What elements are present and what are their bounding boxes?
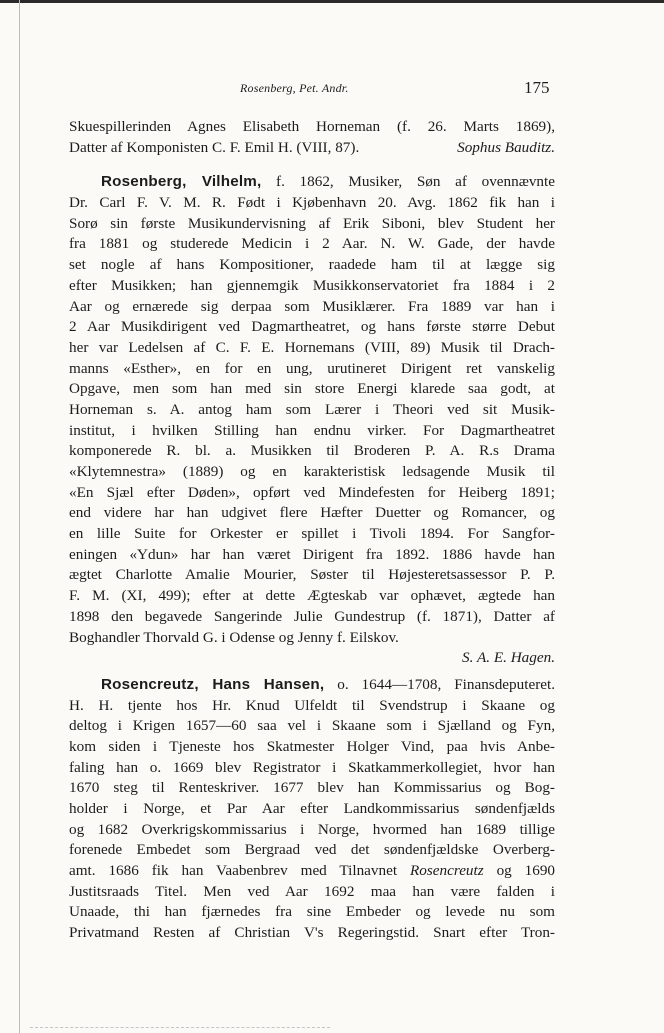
bottom-dashed-rule <box>30 1027 330 1028</box>
text-line <box>69 138 555 159</box>
text-line: faling han o. 1669 blev Registrator i Skatkammerkollegiet, hvor han <box>69 758 555 776</box>
article-tail <box>69 117 555 158</box>
text-line: eningen «Ydun» har han været Dirigent fra 1892. 1886 havde han <box>69 545 555 563</box>
article-headword: Rosenberg, Vilhelm, <box>101 173 262 191</box>
text-line: forenede Embedet som Bergraad ved det søndenfjældske Overberg- <box>69 841 555 859</box>
text-line: 2 Aar Musikdirigent ved Dagmartheatret, og hans første større Debut <box>69 318 555 336</box>
text-line-content: amt. 1686 fik han Vaabenbrev med Tilnavnet <box>69 862 398 880</box>
text-line: en lille Suite for Orkester er spillet i Tivoli 1894. For Sangfor- <box>69 525 555 543</box>
text-line: fra 1881 og studerede Medicin i 2 Aar. N. W. Gade, der havde <box>69 235 555 253</box>
text-line: manns «Esther», en for en ung, urutineret Dirigent ret vanskelig <box>69 359 555 377</box>
text-line: ægtet Charlotte Amalie Mourier, Søster til Højesteretsassessor P. P. <box>69 566 555 584</box>
top-border-rule <box>0 0 664 3</box>
running-head: Rosenberg, Pet. Andr. <box>240 81 349 95</box>
text-line-content: o. 1644—1708, Finansdeputeret. <box>337 675 556 693</box>
article-body <box>69 193 555 648</box>
text-line: Dr. Carl F. V. M. R. Født i Kjøbenhavn 20. Avg. 1862 fik han i <box>69 194 555 212</box>
text-line: efter Musikken; han gjennemgik Musikkonservatoriet fra 1884 i 2 <box>69 276 555 294</box>
article-first-line <box>69 172 555 193</box>
text-line: Horneman s. A. antog ham som Lærer i Theori ved sit Musik- <box>69 400 555 418</box>
text-line: komponerede R. bl. a. Musikken til Broderen P. A. R.s Drama <box>69 442 555 460</box>
italic-name: Rosencreutz <box>409 862 484 880</box>
author-signature: S. A. E. Hagen. <box>462 649 555 667</box>
text-line: kom siden i Tjeneste hos Skatmester Holger Vind, paa hvis Anbe- <box>69 737 555 755</box>
text-line: institut, i hvilken Stilling han endnu virker. For Dagmartheatret <box>69 421 555 439</box>
text-line: Unaade, thi han fjærnedes fra sine Embeder og levede nu som <box>69 903 555 921</box>
text-line: her var Ledelsen af C. F. E. Hornemans (VIII, 89) Musik til Drach- <box>69 338 555 356</box>
text-line: og 1682 Overkrigskommissarius i Norge, hvormed han 1689 tillige <box>69 820 555 838</box>
article-rosenberg-vilhelm <box>69 172 555 669</box>
text-line: 1670 steg til Renteskriver. 1677 blev han Kommissarius og Bog- <box>69 779 555 797</box>
text-line: Sorø sin første Musikundervisning af Erik Siboni, blev Student her <box>69 214 555 232</box>
text-line: Skuespillerinden Agnes Elisabeth Horneman (f. 26. Marts 1869), <box>69 118 555 135</box>
text-line-content: og 1690 <box>496 862 556 880</box>
text-line: Privatmand Resten af Christian V's Regeringstid. Snart efter Tron- <box>69 924 555 942</box>
text-line: H. H. tjente hos Hr. Knud Ulfeldt til Svendstrup i Skaane og <box>69 696 555 714</box>
text-line-content: Datter af Komponisten C. F. Emil H. (VIII, 87). <box>69 138 360 156</box>
article-rosencreutz <box>69 675 555 944</box>
article-headword: Rosencreutz, Hans Hansen, <box>101 675 325 693</box>
text-line: Boghandler Thorvald G. i Odense og Jenny f. Eilskov. <box>69 628 399 646</box>
text-line: «Klytemnestra» (1889) og en karakteristisk ledsagende Musik til <box>69 463 555 480</box>
page-text <box>69 117 555 944</box>
article-body <box>69 696 555 862</box>
text-line: «En Sjæl efter Døden», opført ved Mindefesten for Heiberg 1891; <box>69 483 555 501</box>
page-number: 175 <box>524 78 550 97</box>
text-line: 1898 den begavede Sangerinde Julie Gundestrup (f. 1871), Datter af <box>69 607 555 625</box>
text-line: set nogle af hans Kompositioner, raadede ham til at lægge sig <box>69 256 555 274</box>
left-margin-rule <box>19 0 20 1033</box>
text-line-content: f. 1862, Musiker, Søn af ovennævnte <box>276 173 555 191</box>
text-line: F. M. (XI, 499); efter at dette Ægteskab var ophævet, ægtede han <box>69 587 555 605</box>
text-line: Justitsraads Titel. Men ved Aar 1692 maa han være falden i <box>69 882 555 900</box>
text-line: Aar og ernærede sig derpaa som Musiklærer. Fra 1889 var han i <box>69 297 555 315</box>
author-signature: Sophus Bauditz. <box>457 138 555 156</box>
article-body-end <box>69 882 555 944</box>
article-first-line <box>69 675 555 696</box>
text-line: end videre har han udgivet flere Hæfter Duetter og Romancer, og <box>69 504 555 522</box>
text-line: deltog i Krigen 1657—60 saa vel i Skaane som i Sjælland og Fyn, <box>69 717 555 735</box>
spacer <box>69 158 555 172</box>
text-line: holder i Norge, et Par Aar efter Landkommissarius søndenfjælds <box>69 800 555 817</box>
text-line <box>69 861 555 882</box>
text-line: Opgave, men som han med sin store Energi klarede saa godt, at <box>69 380 555 398</box>
